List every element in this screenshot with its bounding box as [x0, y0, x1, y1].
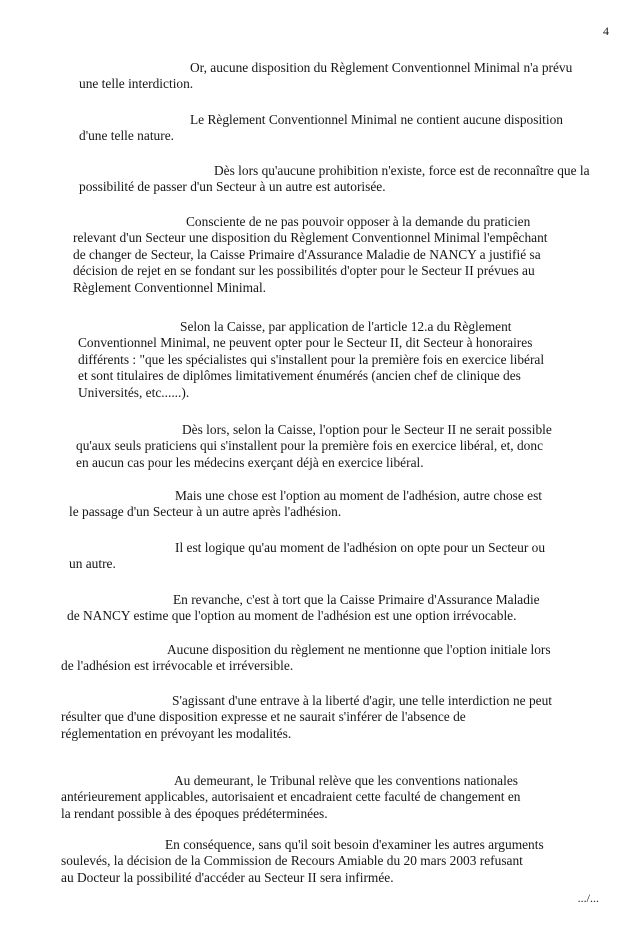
text-line: Au demeurant, le Tribunal relève que les conventions nationales — [174, 773, 518, 788]
paragraph — [79, 112, 595, 145]
paragraph — [61, 693, 595, 742]
text-line: Universités, etc......). — [78, 384, 190, 400]
paragraph — [79, 60, 595, 93]
text-line: et sont titulaires de diplômes limitativement énumérés (ancien chef de clinique des — [78, 368, 521, 384]
text-line: de NANCY estime que l'option au moment de l'adhésion est une option irrévocable. — [67, 608, 517, 624]
text-line: En conséquence, sans qu'il soit besoin d'examiner les autres arguments — [165, 837, 544, 852]
text-line: qu'aux seuls praticiens qui s'installent pour la première fois en exercice libéral, et, donc — [76, 438, 544, 454]
text-line: Or, aucune disposition du Règlement Conventionnel Minimal n'a prévu — [190, 60, 573, 75]
text-line: décision de rejet en se fondant sur les possibilités d'opter pour le Secteur II prévues au — [73, 263, 535, 279]
continuation-mark: .../... — [577, 891, 599, 905]
text-line: réglementation en prévoyant les modalités. — [61, 725, 292, 741]
paragraph — [61, 773, 595, 822]
text-line: Mais une chose est l'option au moment de l'adhésion, autre chose est — [175, 488, 543, 503]
paragraph — [69, 488, 595, 521]
paragraph — [61, 837, 595, 886]
text-line: différents : "que les spécialistes qui s'installent pour la première fois en exercice libéral — [78, 351, 545, 367]
text-line: au Docteur la possibilité d'accéder au Secteur II sera infirmée. — [61, 869, 394, 885]
paragraph — [76, 422, 595, 471]
text-line: Selon la Caisse, par application de l'article 12.a du Règlement — [180, 319, 512, 334]
text-line: Il est logique qu'au moment de l'adhésion on opte pour un Secteur ou — [175, 540, 546, 555]
paragraph — [79, 163, 595, 196]
text-line: une telle interdiction. — [79, 76, 194, 92]
text-line: possibilité de passer d'un Secteur à un autre est autorisée. — [79, 179, 386, 195]
text-line: Consciente de ne pas pouvoir opposer à la demande du praticien — [186, 214, 531, 229]
text-line: Dès lors, selon la Caisse, l'option pour le Secteur II ne serait possible — [182, 422, 552, 437]
text-line: de l'adhésion est irrévocable et irréversible. — [61, 658, 294, 674]
text-line: un autre. — [69, 556, 116, 572]
text-line: antérieurement applicables, autorisaient et encadraient cette faculté de changement en — [61, 789, 521, 805]
text-line: en aucun cas pour les médecins exerçant déjà en exercice libéral. — [76, 454, 424, 470]
text-line: Règlement Conventionnel Minimal. — [73, 279, 267, 295]
text-line: Le Règlement Conventionnel Minimal ne contient aucune disposition — [190, 112, 564, 127]
text-line: résulter que d'une disposition expresse et ne saurait s'inférer de l'absence de — [61, 709, 466, 725]
text-line: Aucune disposition du règlement ne mentionne que l'option initiale lors — [167, 642, 551, 657]
paragraph — [73, 214, 595, 296]
text-line: Dès lors qu'aucune prohibition n'existe, force est de reconnaître que la — [214, 163, 590, 178]
paragraph — [78, 319, 595, 401]
text-line: En revanche, c'est à tort que la Caisse Primaire d'Assurance Maladie — [173, 592, 540, 607]
paragraph — [61, 642, 595, 675]
text-line: d'une telle nature. — [79, 128, 174, 144]
paragraph — [67, 592, 595, 625]
page-number: 4 — [603, 24, 609, 38]
text-line: relevant d'un Secteur une disposition du Règlement Conventionnel Minimal l'empêchant — [73, 230, 548, 246]
text-line: le passage d'un Secteur à un autre après l'adhésion. — [69, 504, 342, 520]
text-line: soulevés, la décision de la Commission de Recours Amiable du 20 mars 2003 refusant — [61, 853, 523, 869]
paragraph — [69, 540, 595, 573]
text-line: S'agissant d'une entrave à la liberté d'agir, une telle interdiction ne peut — [172, 693, 553, 708]
text-line: la rendant possible à des époques prédéterminées. — [61, 805, 328, 821]
text-line: de changer de Secteur, la Caisse Primaire d'Assurance Maladie de NANCY a justifié sa — [73, 246, 541, 262]
text-line: Conventionnel Minimal, ne peuvent opter pour le Secteur II, dit Secteur à honoraires — [78, 335, 533, 351]
